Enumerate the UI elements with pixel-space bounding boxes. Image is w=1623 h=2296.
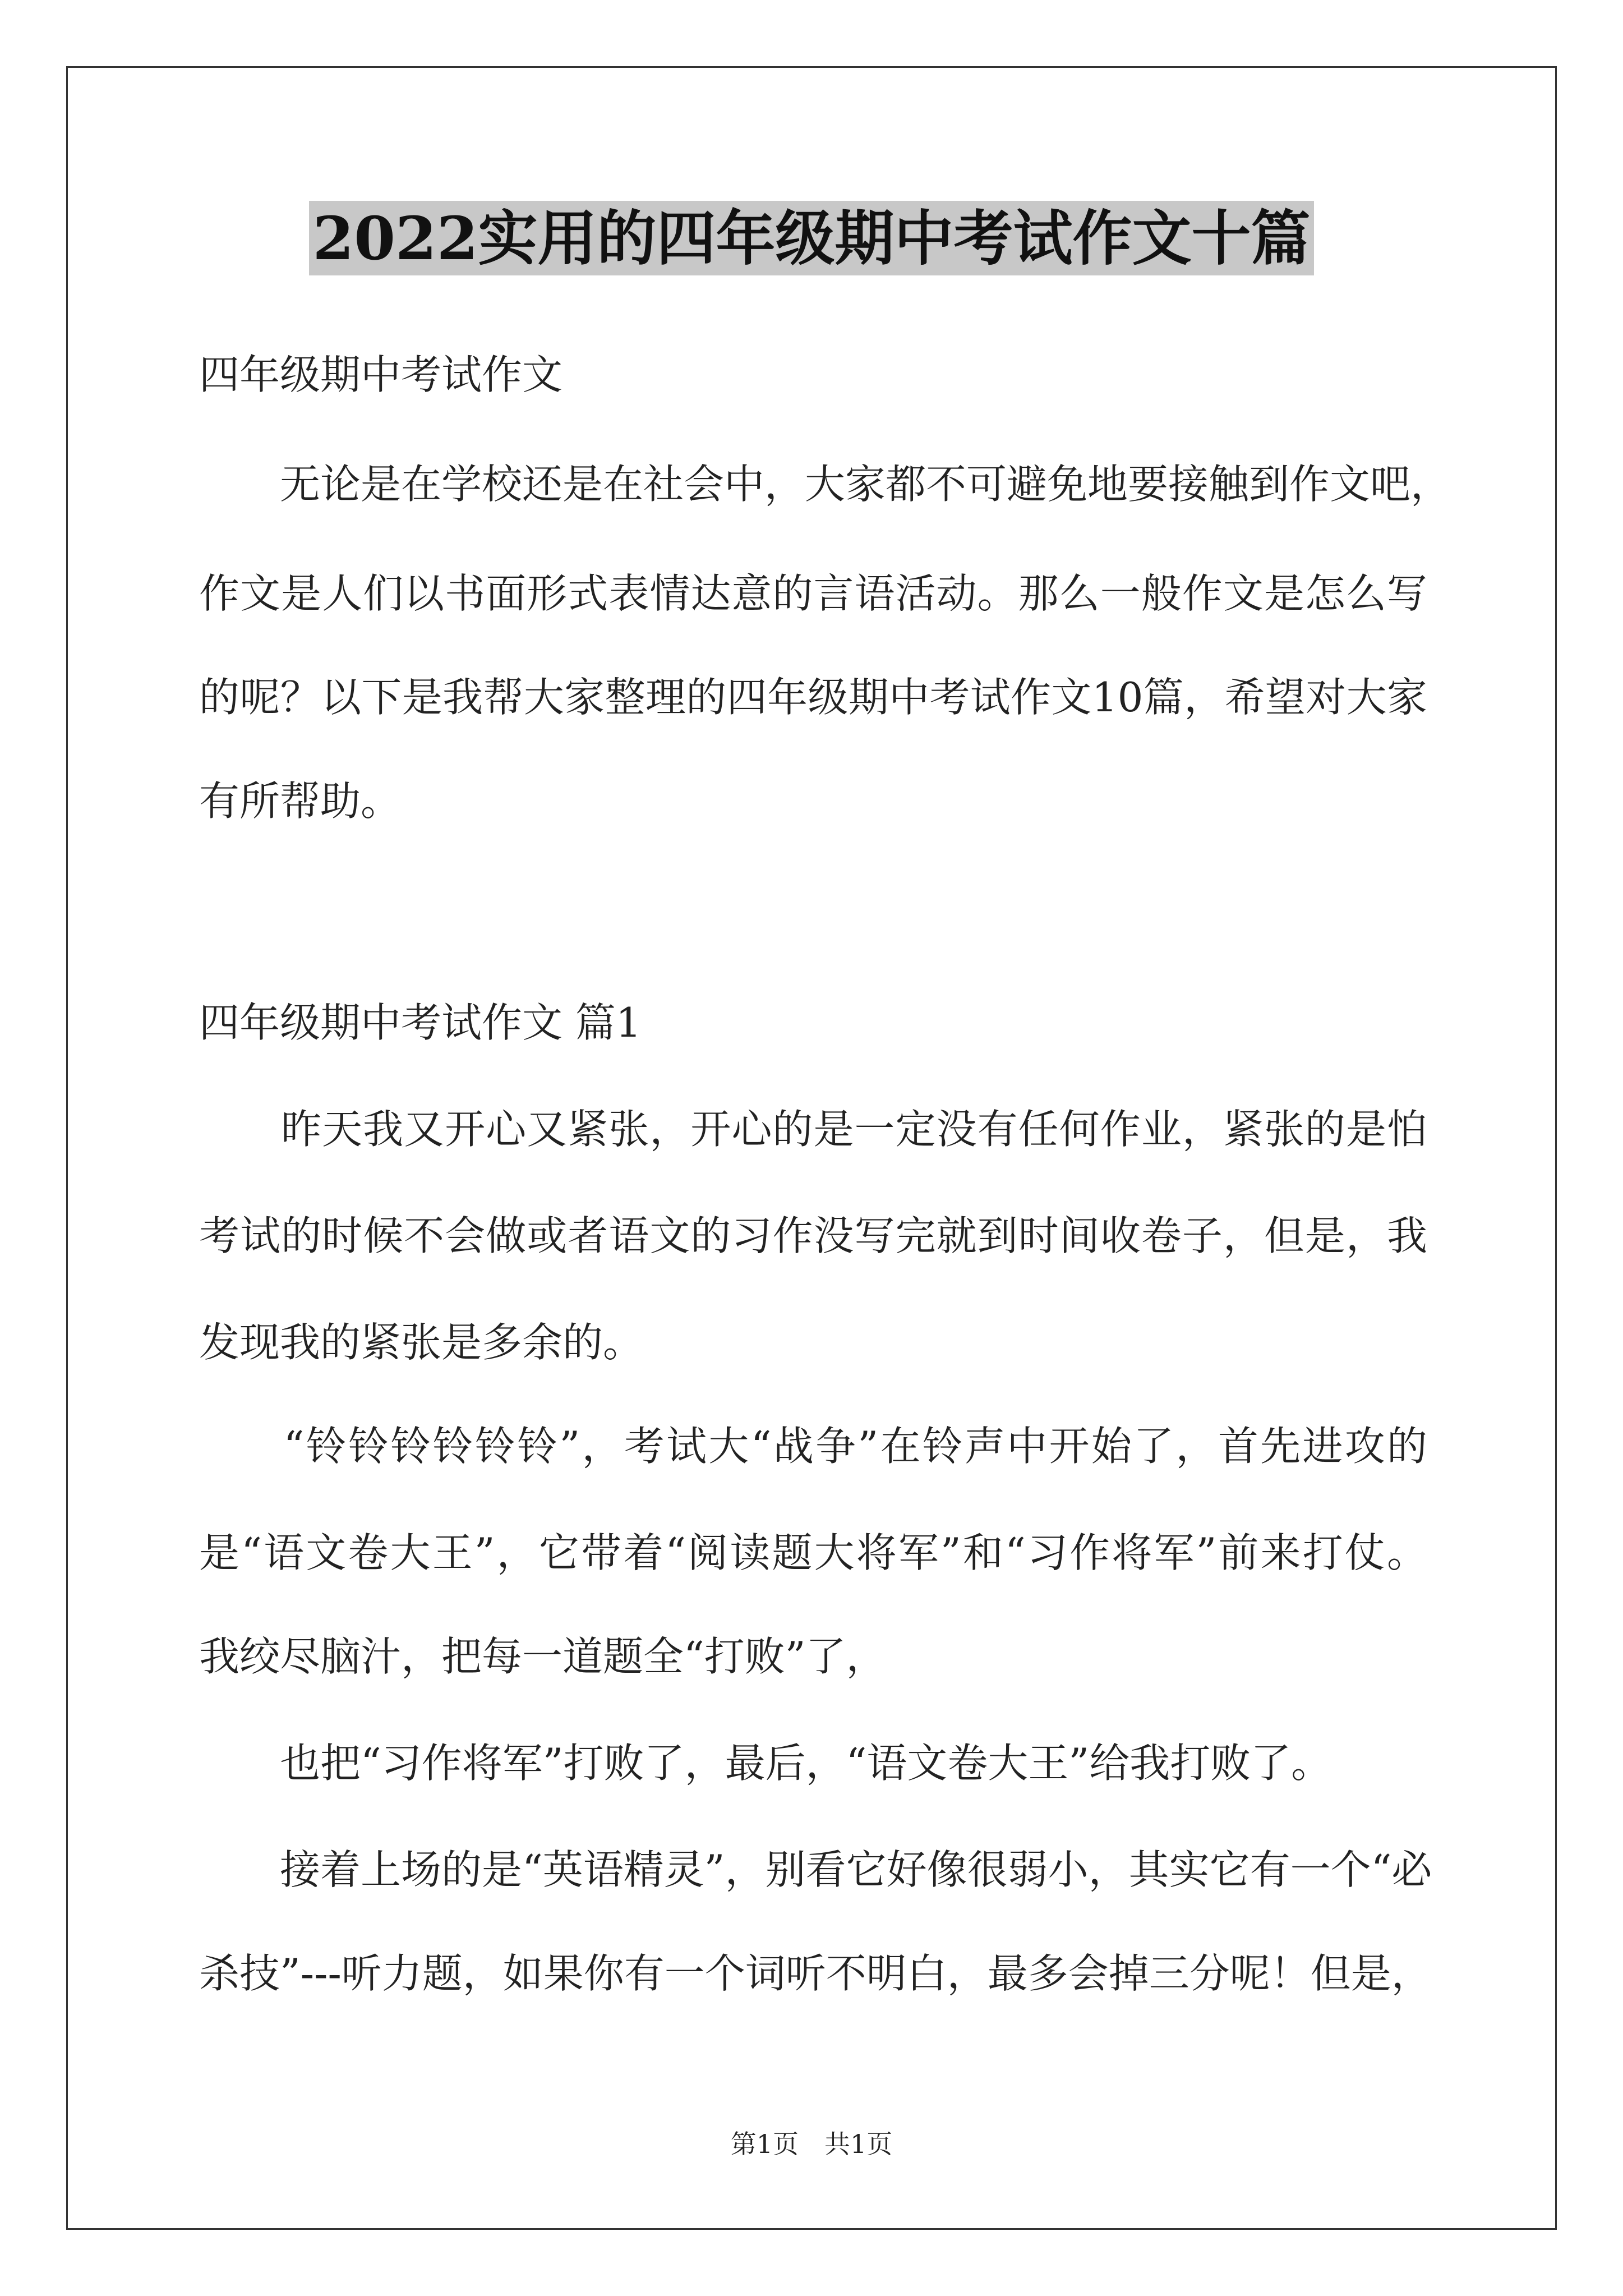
paragraph-line: 考试的时候不会做或者语文的习作没写完就到时间收卷子，但是，我 xyxy=(199,1212,1427,1259)
paragraph-line: 的呢？以下是我帮大家整理的四年级期中考试作文10篇，希望对大家 xyxy=(199,674,1427,721)
paragraph-line: 接着上场的是“英语精灵”，别看它好像很弱小，其实它有一个“必 xyxy=(199,1846,1432,1893)
paragraph-line: 作文是人们以书面形式表情达意的言语活动。那么一般作文是怎么写 xyxy=(199,570,1427,617)
paragraph-line: 是“语文卷大王”，它带着“阅读题大将军”和“习作将军”前来打仗。 xyxy=(199,1529,1427,1576)
paragraph-line: 昨天我又开心又紧张，开心的是一定没有任何作业，紧张的是怕 xyxy=(199,1106,1427,1153)
document-title: 2022实用的四年级期中考试作文十篇 xyxy=(0,199,1623,278)
section-heading: 四年级期中考试作文 篇1 xyxy=(199,999,642,1046)
paragraph-line: 有所帮助。 xyxy=(199,777,402,825)
page-footer: 第1页 共1页 xyxy=(730,2129,893,2159)
paragraph-line: 也把“习作将军”打败了，最后，“语文卷大王”给我打败了。 xyxy=(199,1740,1332,1787)
paragraph-line: 发现我的紧张是多余的。 xyxy=(199,1319,644,1366)
paragraph-line: 我绞尽脑汁，把每一道题全“打败”了， xyxy=(199,1633,887,1680)
paragraph-line: 无论是在学校还是在社会中，大家都不可避免地要接触到作文吧， xyxy=(199,461,1451,508)
paragraph-line: “铃铃铃铃铃铃”，考试大“战争”在铃声中开始了，首先进攻的 xyxy=(199,1423,1427,1470)
section-heading: 四年级期中考试作文 xyxy=(199,351,563,398)
paragraph-line: 杀技”---听力题，如果你有一个词听不明白，最多会掉三分呢！但是， xyxy=(199,1950,1432,1997)
